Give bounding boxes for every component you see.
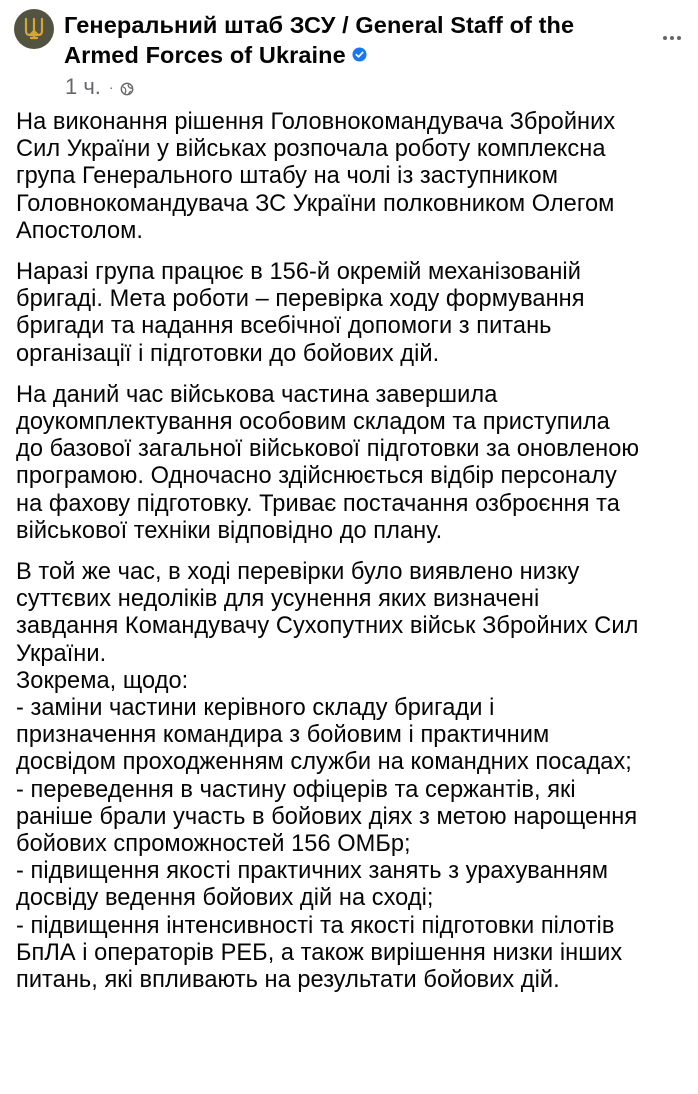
post-text-line: На виконання рішення Головнокомандувача Збройних	[16, 109, 616, 135]
page-name-link[interactable]	[64, 10, 639, 70]
meta-separator: ·	[108, 79, 114, 95]
post-text-line: досвіду ведення бойових дій на сході;	[16, 885, 434, 912]
post-meta	[64, 74, 134, 100]
post-text-line: бойових спроможностей 156 ОМБр;	[16, 831, 411, 858]
post-paragraph	[16, 382, 691, 545]
post-text-line: - підвищення інтенсивності та якості підготовки пілотів	[16, 912, 615, 939]
post-text-line: питань, які впливають на результати бойових дій.	[16, 967, 560, 994]
verified-badge-icon	[352, 47, 367, 62]
post-text-line: завдання Командувачу Сухопутних військ Збройних Сил	[16, 613, 639, 640]
post-text-line: досвідом проходженням служби на командних посадах;	[16, 749, 632, 776]
post-text-line: України.	[16, 640, 107, 667]
post-timestamp[interactable]: 1 ч.	[65, 74, 101, 99]
post-text-line: організації і підготовки до бойових дій.	[16, 340, 440, 367]
page-avatar[interactable]	[14, 9, 54, 49]
post-paragraph	[16, 109, 691, 245]
post-header	[0, 0, 698, 104]
post-text-line: група Генерального штабу на чолі із заступником	[16, 163, 558, 190]
post-text-line: бригади та надання всебічної допомоги з питань	[16, 313, 552, 340]
trident-emblem-icon	[22, 16, 46, 42]
page-name-line1: Генеральний штаб ЗСУ / General Staff of the	[64, 12, 575, 38]
post-text-line: бригаді. Мета роботи – перевірка ходу формування	[16, 286, 585, 313]
post-text-line: до базової загальної військової підготовки за оновленою	[16, 436, 640, 463]
post-text-line: - підвищення якості практичних занять з урахуванням	[16, 858, 609, 885]
post-text	[16, 109, 691, 1008]
post-text-line: В той же час, в ході перевірки було виявлено низку	[16, 559, 580, 586]
post-text-line: - переведення в частину офіцерів та сержантів, які	[16, 776, 576, 803]
post-text-line: доукомплектування особовим складом та приступила	[16, 409, 610, 436]
post-text-line: на фахову підготовку. Триває постачання озброєння та	[16, 490, 620, 517]
post-text-line: Головнокомандувача ЗС України полковником Олегом	[16, 190, 615, 217]
post-text-line: - заміни частини керівного складу бригади і	[16, 695, 495, 722]
post-text-line: військової техніки відповідно до плану.	[16, 517, 443, 544]
post-text-line: На даний час військова частина завершила	[16, 381, 498, 408]
post-text-line: Зокрема, щодо:	[16, 667, 189, 694]
post-text-line: Наразі група працює в 156-й окремій механізованій	[16, 259, 581, 286]
post-text-line: раніше брали участь в бойових діях з метою нарощення	[16, 803, 638, 830]
post-text-line: Апостолом.	[16, 217, 144, 244]
more-options-icon	[662, 35, 682, 41]
post-text-line: Сил України у військах розпочала роботу комплексна	[16, 136, 606, 163]
post-text-line: суттєвих недоліків для усунення яких визначені	[16, 586, 540, 613]
page-name-line2: Armed Forces of Ukraine	[64, 42, 346, 68]
post-text-line: БпЛА і операторів РЕБ, а також вирішення низки інших	[16, 939, 623, 966]
post-text-line: призначення командира з бойовим і практичним	[16, 722, 550, 749]
more-options-button[interactable]	[660, 28, 684, 48]
post-text-line: програмою. Одночасно здійснюється відбір персоналу	[16, 463, 617, 490]
globe-icon[interactable]	[120, 82, 134, 96]
post-paragraph	[16, 259, 691, 368]
post-paragraph	[16, 559, 691, 994]
